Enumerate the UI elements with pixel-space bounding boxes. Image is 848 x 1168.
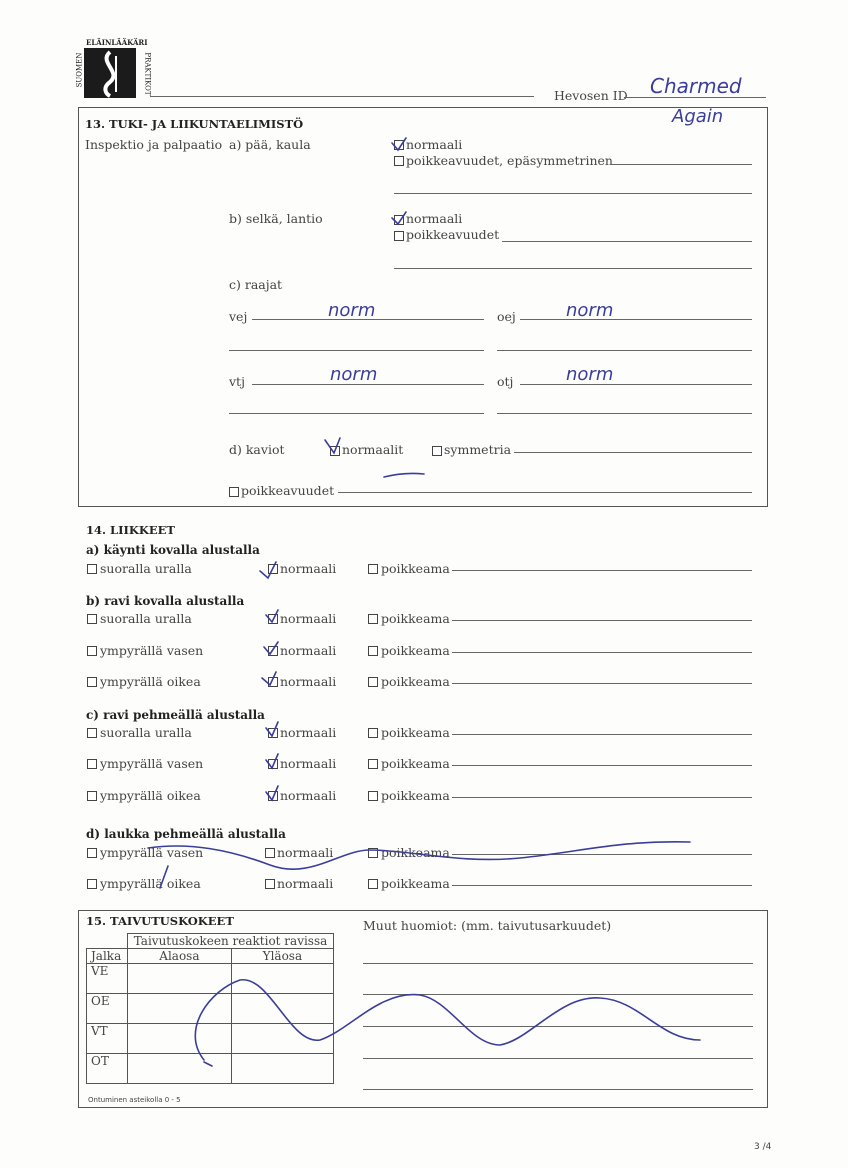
- s14-poikkeama-label: poikkeama: [381, 845, 450, 860]
- s14-row-label: ympyrällä vasen: [100, 756, 204, 771]
- s14-poikkeama-checkbox[interactable]: [368, 759, 378, 769]
- c-label: c) raajat: [229, 277, 283, 292]
- muut-line-2: [363, 994, 753, 995]
- s14-poikkeama-label: poikkeama: [381, 561, 450, 576]
- row-ot: OT: [87, 1054, 128, 1084]
- s14-poikkeama-label: poikkeama: [381, 725, 450, 740]
- logo-side-right: PRAKTIKOT: [143, 52, 152, 96]
- vtj-value: norm: [330, 364, 378, 385]
- s14-row-checkbox[interactable]: [87, 646, 97, 656]
- s14-poikkeama-line: [452, 885, 752, 886]
- cell[interactable]: [231, 994, 333, 1024]
- s14-normaali-label: normaali: [280, 611, 337, 626]
- s14-row-checkbox[interactable]: [87, 614, 97, 624]
- d-symmetria-label: symmetria: [444, 442, 512, 457]
- s14-poikkeama-line: [452, 734, 752, 735]
- hevosen-id-label: Hevosen ID: [554, 88, 628, 103]
- otj-value: norm: [566, 364, 614, 385]
- s14-poikkeama-line: [452, 765, 752, 766]
- vtj-label: vtj: [229, 374, 245, 389]
- vej-line-2: [229, 350, 484, 351]
- header-line: [150, 96, 534, 97]
- s14-poikkeama-checkbox[interactable]: [368, 677, 378, 687]
- s14-normaali-label: normaali: [280, 756, 337, 771]
- section-13-title: 13. TUKI- JA LIIKUNTAELIMISTÖ: [85, 117, 304, 131]
- s14-poikkeama-line: [452, 854, 752, 855]
- s14-poikkeama-checkbox[interactable]: [368, 728, 378, 738]
- otj-line: [520, 384, 752, 385]
- s14-row-checkbox[interactable]: [87, 879, 97, 889]
- hevosen-id-value-2: Again: [672, 106, 724, 127]
- cell[interactable]: [231, 1054, 333, 1084]
- s14-normaali-label: normaali: [280, 725, 337, 740]
- otj-label: otj: [497, 374, 514, 389]
- cell[interactable]: [128, 994, 232, 1024]
- s14-poikkeama-checkbox[interactable]: [368, 879, 378, 889]
- s14-poikkeama-line: [452, 652, 752, 653]
- s14-normaali-checkbox[interactable]: [268, 677, 278, 687]
- d-poikkeavuudet-label: poikkeavuudet: [241, 483, 335, 498]
- alaosa-header: Alaosa: [128, 949, 232, 964]
- cell[interactable]: [128, 1054, 232, 1084]
- s14-normaali-checkbox[interactable]: [268, 791, 278, 801]
- oej-line-2: [497, 350, 752, 351]
- muut-line-3: [363, 1026, 753, 1027]
- s14-group-title: d) laukka pehmeällä alustalla: [86, 827, 286, 841]
- reaktiot-header: Taivutuskokeen reaktiot ravissa: [128, 934, 334, 949]
- d-label: d) kaviot: [229, 442, 285, 457]
- oej-line: [520, 319, 752, 320]
- s14-normaali-label: normaali: [280, 788, 337, 803]
- d-symmetria-checkbox[interactable]: [432, 446, 442, 456]
- s14-normaali-checkbox[interactable]: [265, 879, 275, 889]
- logo: [75, 38, 152, 102]
- s14-row-checkbox[interactable]: [87, 564, 97, 574]
- otj-line-2: [497, 413, 752, 414]
- s14-group-title: a) käynti kovalla alustalla: [86, 543, 260, 557]
- s14-poikkeama-checkbox[interactable]: [368, 614, 378, 624]
- a-normaali-checkbox[interactable]: [394, 140, 404, 150]
- s14-normaali-label: normaali: [280, 643, 337, 658]
- s14-row-checkbox[interactable]: [87, 848, 97, 858]
- vej-label: vej: [229, 309, 248, 324]
- s14-poikkeama-label: poikkeama: [381, 674, 450, 689]
- s14-row-label: ympyrällä oikea: [100, 788, 201, 803]
- s14-poikkeama-line: [452, 570, 752, 571]
- cell[interactable]: [231, 1024, 333, 1054]
- s14-poikkeama-line: [452, 620, 752, 621]
- d-poikkeavuudet-line: [338, 492, 752, 493]
- page-number: 3 /4: [754, 1142, 772, 1152]
- row-ve: VE: [87, 964, 128, 994]
- s14-row-checkbox[interactable]: [87, 791, 97, 801]
- s14-normaali-checkbox[interactable]: [268, 646, 278, 656]
- s14-row-label: suoralla uralla: [100, 611, 192, 626]
- s14-normaali-checkbox[interactable]: [268, 728, 278, 738]
- vej-value: norm: [328, 300, 376, 321]
- s14-poikkeama-line: [452, 683, 752, 684]
- a-poikkeavuudet-checkbox[interactable]: [394, 156, 404, 166]
- section-15-title: 15. TAIVUTUSKOKEET: [86, 914, 234, 928]
- s14-poikkeama-checkbox[interactable]: [368, 564, 378, 574]
- logo-side-left: SUOMEN: [75, 52, 84, 88]
- s14-row-checkbox[interactable]: [87, 677, 97, 687]
- cell[interactable]: [231, 964, 333, 994]
- vtj-line-2: [229, 413, 484, 414]
- b-normaali-label: normaali: [406, 211, 463, 226]
- a-poikkeavuudet-label: poikkeavuudet, epäsymmetrinen: [406, 153, 613, 168]
- s14-poikkeama-checkbox[interactable]: [368, 791, 378, 801]
- row-oe: OE: [87, 994, 128, 1024]
- logo-mark: [84, 48, 136, 98]
- s14-row-checkbox[interactable]: [87, 728, 97, 738]
- oej-value: norm: [566, 300, 614, 321]
- footnote: Ontuminen asteikolla 0 - 5: [88, 1096, 181, 1104]
- s14-poikkeama-checkbox[interactable]: [368, 848, 378, 858]
- d-symmetria-line: [514, 452, 752, 453]
- s14-normaali-checkbox[interactable]: [268, 564, 278, 574]
- muut-line-4: [363, 1058, 753, 1059]
- s14-poikkeama-label: poikkeama: [381, 611, 450, 626]
- s14-row-label: ympyrällä vasen: [100, 643, 204, 658]
- ylaosa-header: Yläosa: [231, 949, 333, 964]
- d-normaalit-label: normaalit: [342, 442, 404, 457]
- hevosen-id-value: Charmed: [650, 74, 742, 98]
- s14-normaali-checkbox[interactable]: [268, 614, 278, 624]
- cell[interactable]: [128, 964, 232, 994]
- b-normaali-checkbox[interactable]: [394, 215, 404, 225]
- b-line-1: [502, 241, 752, 242]
- s14-row-label: ympyrällä vasen: [100, 845, 204, 860]
- s14-row-label: suoralla uralla: [100, 725, 192, 740]
- b-label: b) selkä, lantio: [229, 211, 323, 226]
- s14-poikkeama-label: poikkeama: [381, 643, 450, 658]
- a-label: a) pää, kaula: [229, 137, 311, 152]
- taivutus-table: [86, 933, 334, 1084]
- s14-row-label: ympyrällä oikea: [100, 674, 201, 689]
- d-normaalit-checkbox[interactable]: [330, 446, 340, 456]
- muut-line-5: [363, 1089, 753, 1090]
- s14-row-checkbox[interactable]: [87, 759, 97, 769]
- s14-poikkeama-label: poikkeama: [381, 876, 450, 891]
- s14-poikkeama-label: poikkeama: [381, 788, 450, 803]
- s14-normaali-label: normaali: [280, 674, 337, 689]
- s14-group-title: b) ravi kovalla alustalla: [86, 594, 245, 608]
- s14-row-label: suoralla uralla: [100, 561, 192, 576]
- muut-label: Muut huomiot: (mm. taivutusarkuudet): [363, 918, 612, 933]
- s14-normaali-label: normaali: [277, 876, 334, 891]
- muut-line-1: [363, 963, 753, 964]
- s14-normaali-checkbox[interactable]: [268, 759, 278, 769]
- b-poikkeavuudet-label: poikkeavuudet: [406, 227, 500, 242]
- a-line-1: [612, 164, 752, 165]
- section-14-title: 14. LIIKKEET: [86, 523, 175, 537]
- a-line-2: [394, 193, 752, 194]
- row-vt: VT: [87, 1024, 128, 1054]
- s14-poikkeama-line: [452, 797, 752, 798]
- logo-top-text: ELÄINLÄÄKÄRI: [86, 38, 148, 47]
- s14-group-title: c) ravi pehmeällä alustalla: [86, 708, 265, 722]
- oej-label: oej: [497, 309, 516, 324]
- s14-poikkeama-label: poikkeama: [381, 756, 450, 771]
- b-line-2: [394, 268, 752, 269]
- a-normaali-label: normaali: [406, 137, 463, 152]
- b-poikkeavuudet-checkbox[interactable]: [394, 231, 404, 241]
- s14-normaali-label: normaali: [277, 845, 334, 860]
- inspektio-label: Inspektio ja palpaatio: [85, 137, 223, 152]
- d-poikkeavuudet-checkbox[interactable]: [229, 487, 239, 497]
- s14-normaali-checkbox[interactable]: [265, 848, 275, 858]
- s14-normaali-label: normaali: [280, 561, 337, 576]
- jalka-header: Jalka: [87, 949, 128, 964]
- s14-poikkeama-checkbox[interactable]: [368, 646, 378, 656]
- s14-row-label: ympyrällä oikea: [100, 876, 201, 891]
- cell[interactable]: [128, 1024, 232, 1054]
